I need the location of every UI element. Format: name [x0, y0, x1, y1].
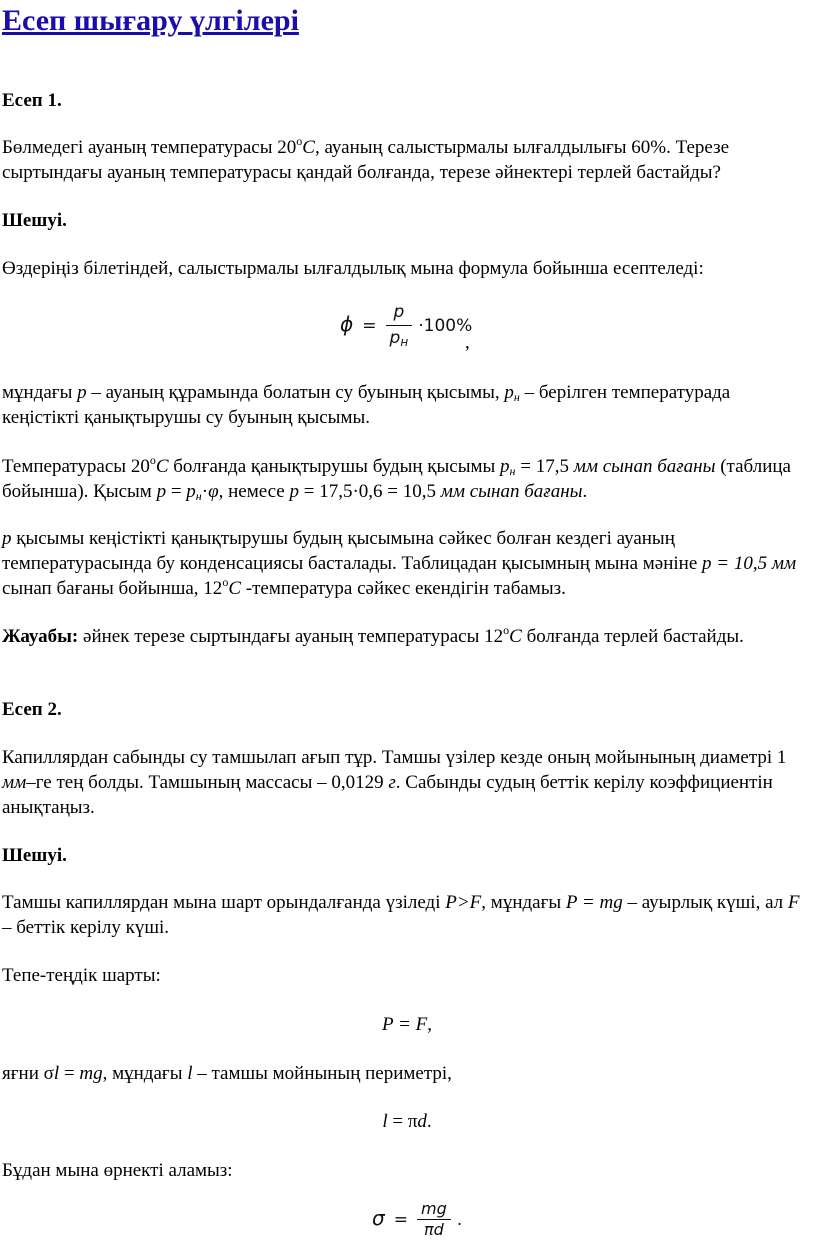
unit-mm: мм [2, 772, 27, 793]
var-l: l [382, 1111, 388, 1132]
var-pn: p [186, 481, 196, 502]
text-run: әйнек терезе сыртындағы ауаның температурасы 12 [78, 626, 504, 647]
solution2-balance: Тепе-теңдік шарты: [2, 965, 161, 986]
weight-expression: P = mg [565, 892, 623, 913]
var-pn-sub: н [509, 464, 516, 478]
numerator: mg [417, 1199, 451, 1220]
denominator: πd [424, 1220, 444, 1239]
unit-gram: г [388, 772, 396, 793]
phi-symbol: ϕ [340, 312, 354, 336]
text-run: . Сабынды судың беттік керілу коэффициентін анықтаңыз. [2, 772, 773, 818]
text-run: яғни σ [2, 1063, 54, 1084]
page-title[interactable]: Есеп шығару үлгілері [2, 4, 299, 37]
text-run: = 17,5·0,6 = 10,5 [298, 481, 441, 502]
text-run: Капиллярдан сабынды су тамшылап ағып тұр. Тамшы үзілер кезде оның мойынының диаметрі 1 [2, 747, 787, 768]
text-run: . [426, 1111, 432, 1132]
text-run: Бөлмедегі ауаның температурасы 20 [2, 137, 297, 158]
text-run: , немесе [218, 481, 290, 502]
degree-sup: о [149, 453, 156, 467]
unit-mmhg: мм сынап бағаны [440, 481, 583, 502]
text-run: – тамшы мойнының периметрі, [192, 1063, 452, 1084]
text-run: Температурасы 20 [2, 456, 150, 477]
humidity-formula [340, 300, 472, 351]
text-run: = [166, 481, 187, 502]
equals-sign: = [362, 316, 377, 336]
solution1-condensation [2, 526, 812, 601]
sigma-symbol: σ [372, 1206, 385, 1230]
numerator: p [386, 300, 413, 326]
text-run: – ауырлық күші, ал [622, 892, 788, 913]
unit-mmhg: мм сынап бағаны [573, 456, 716, 477]
problem2-text [2, 745, 812, 820]
text-run: болғанда терлей бастайды. [521, 626, 744, 647]
text-run: –ге тең болды. Тамшының массасы – 0,0129 [26, 772, 389, 793]
degree-sup: о [222, 575, 229, 589]
text-run: -температура сәйкес екендігін табамыз. [241, 578, 566, 599]
solution1-intro: Өздеріңіз білетіндей, салыстырмалы ылғалдылық мына формула бойынша есептеледі: [2, 258, 704, 279]
text-run: (таблица бойынша). Қысым [2, 456, 791, 502]
degree-sup: о [503, 623, 510, 637]
fraction [417, 1199, 451, 1240]
var-d: d [417, 1111, 427, 1132]
text-run: , мұндағы [481, 892, 566, 913]
solution2-result-intro: Бұдан мына өрнекті аламыз: [2, 1160, 233, 1181]
equals-sign: = [393, 1210, 408, 1230]
var-l: l [53, 1063, 60, 1084]
equation-perimeter [2, 1109, 812, 1134]
var-pn-sub: н [195, 489, 202, 503]
var-p: p [156, 481, 167, 502]
unit-celsius: С [509, 626, 522, 647]
equation: P = F [382, 1014, 428, 1035]
text-run: – беттік керілу күші. [2, 917, 170, 938]
text-run: , мұндағы [102, 1063, 188, 1084]
solution2-heading: Шешуі. [2, 845, 67, 866]
text-run: – ауаның құрамында болатын су буының қысымы, [86, 382, 505, 403]
text-run: = [59, 1063, 80, 1084]
text-run: мұндағы [2, 382, 78, 403]
var-f: F [787, 892, 800, 913]
text-run: , ауаның салыстырмалы ылғалдылығы 60%. Терезе сыртындағы ауаның температурасы қандай болғанда, терезе әйнектері терлей бастайды? [2, 137, 730, 183]
var-mg: mg [79, 1063, 103, 1084]
formula-comma: , [465, 332, 470, 353]
den-subscript: н [400, 335, 409, 349]
formula-dot: . [456, 1210, 463, 1230]
text-run: . [582, 481, 588, 502]
problem1-heading: Есеп 1. [2, 90, 62, 111]
inequality: P>F [445, 892, 482, 913]
denominator [386, 326, 413, 351]
answer-label: Жауабы: [2, 626, 79, 647]
var-pn-sub: н [513, 390, 520, 404]
var-p: p [77, 382, 87, 403]
var-p: p [2, 528, 12, 549]
text-run: = π [387, 1111, 418, 1132]
text-run: – берілген температурада кеңістікті қанықтырушы су буының қысымы. [2, 382, 731, 428]
var-l: l [187, 1063, 193, 1084]
solution1-where [2, 380, 812, 430]
var-pn: p [500, 456, 510, 477]
solution2-condition [2, 890, 812, 940]
text-run: · [201, 481, 209, 502]
var-p: p [289, 481, 299, 502]
text-run: , [427, 1014, 432, 1035]
solution1-heading: Шешуі. [2, 210, 67, 231]
unit-celsius: С [228, 578, 241, 599]
fraction [386, 300, 413, 351]
text-run: сынап бағаны бойынша, 12 [2, 578, 223, 599]
percent-factor: ·100% [418, 316, 473, 336]
var-pn: p [504, 382, 514, 403]
problem2-heading: Есеп 2. [2, 699, 62, 720]
solution1-answer [2, 624, 812, 649]
den-symbol: p [389, 328, 401, 348]
text-run: Тамшы капиллярдан мына шарт орындалғанда үзіледі [2, 892, 446, 913]
unit-celsius: С [302, 137, 315, 158]
surface-tension-formula [372, 1199, 462, 1240]
text-run: = 17,5 [515, 456, 574, 477]
var-phi: φ [208, 481, 219, 502]
pressure-value: p = 10,5 мм [702, 553, 797, 574]
text-run: қысымы кеңістікті қанықтырушы будың қысымына сәйкес болған кездегі ауаның температурасында бу конденсациясы басталады. Таблицадан қысымның мына мәніне [2, 528, 703, 574]
unit-celsius: С [155, 456, 169, 477]
solution2-yani [2, 1061, 812, 1086]
text-run: болғанда қанықтырушы будың қысымы [168, 456, 501, 477]
solution1-temperature [2, 454, 812, 504]
equation-p-equals-f [2, 1012, 812, 1037]
problem1-text [2, 135, 812, 185]
degree-sup: о [296, 134, 303, 148]
